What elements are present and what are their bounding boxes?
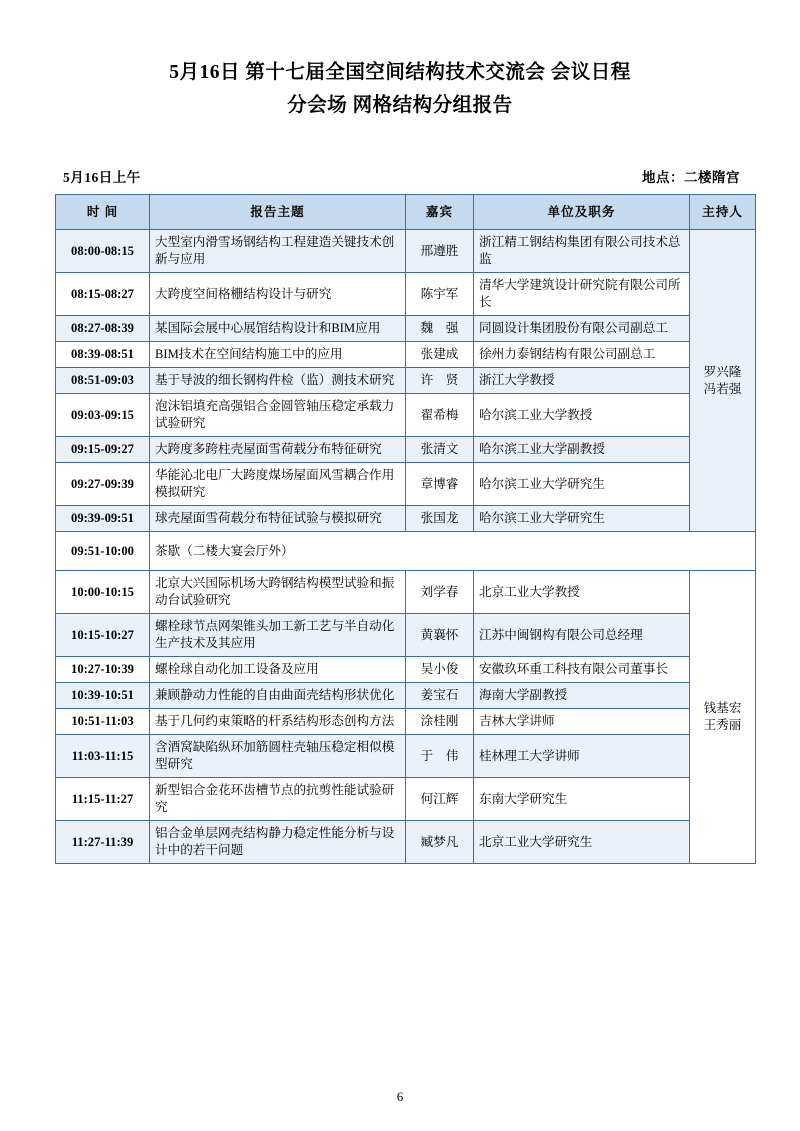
cell-time: 08:00-08:15 bbox=[56, 230, 150, 273]
cell-topic: 兼顾静动力性能的自由曲面壳结构形状优化 bbox=[150, 683, 406, 709]
cell-time: 09:15-09:27 bbox=[56, 437, 150, 463]
cell-guest: 许 贤 bbox=[406, 368, 474, 394]
cell-host-group-2 bbox=[690, 571, 756, 864]
cell-time: 10:51-11:03 bbox=[56, 709, 150, 735]
cell-topic: 某国际会展中心展馆结构设计和BIM应用 bbox=[150, 316, 406, 342]
cell-org: 安徽玖环重工科技有限公司董事长 bbox=[474, 657, 690, 683]
cell-org: 海南大学副教授 bbox=[474, 683, 690, 709]
cell-topic: 球壳屋面雪荷载分布特征试验与模拟研究 bbox=[150, 506, 406, 532]
cell-topic: 新型铝合金花环齿槽节点的抗剪性能试验研究 bbox=[150, 778, 406, 821]
cell-org: 同圆设计集团股份有限公司副总工 bbox=[474, 316, 690, 342]
cell-org: 哈尔滨工业大学教授 bbox=[474, 394, 690, 437]
cell-guest: 姜宝石 bbox=[406, 683, 474, 709]
cell-org: 吉林大学讲师 bbox=[474, 709, 690, 735]
page-number: 6 bbox=[396, 1089, 404, 1104]
cell-topic: 大跨度多跨柱壳屋面雪荷载分布特征研究 bbox=[150, 437, 406, 463]
table-row bbox=[56, 709, 756, 735]
header-time: 时 间 bbox=[56, 195, 150, 230]
title-line-1: 5月16日 第十七届全国空间结构技术交流会 会议日程 bbox=[169, 62, 631, 83]
table-row bbox=[56, 230, 756, 273]
cell-topic: 铝合金单层网壳结构静力稳定性能分析与设计中的若干问题 bbox=[150, 821, 406, 864]
table-row bbox=[56, 437, 756, 463]
cell-time: 09:39-09:51 bbox=[56, 506, 150, 532]
cell-time: 10:00-10:15 bbox=[56, 571, 150, 614]
table-row bbox=[56, 463, 756, 506]
table-row bbox=[56, 571, 756, 614]
table-row bbox=[56, 735, 756, 778]
cell-time: 08:15-08:27 bbox=[56, 273, 150, 316]
cell-break-label: 茶歇（二楼大宴会厅外） bbox=[150, 532, 756, 571]
cell-time: 10:27-10:39 bbox=[56, 657, 150, 683]
cell-guest: 张建成 bbox=[406, 342, 474, 368]
cell-topic: 含酒窝缺陷纵环加筋圆柱壳轴压稳定相似模型研究 bbox=[150, 735, 406, 778]
cell-topic: 北京大兴国际机场大跨钢结构模型试验和振动台试验研究 bbox=[150, 571, 406, 614]
cell-guest: 张国龙 bbox=[406, 506, 474, 532]
cell-org: 浙江大学教授 bbox=[474, 368, 690, 394]
table-header-row bbox=[56, 195, 756, 230]
cell-time: 08:27-08:39 bbox=[56, 316, 150, 342]
cell-org: 浙江精工钢结构集团有限公司技术总监 bbox=[474, 230, 690, 273]
title-line-2: 分会场 网格结构分组报告 bbox=[287, 95, 513, 117]
cell-guest: 章博睿 bbox=[406, 463, 474, 506]
cell-topic: 大跨度空间格栅结构设计与研究 bbox=[150, 273, 406, 316]
session-location-label: 地点：二楼隋宫 bbox=[642, 170, 740, 186]
table-row-break bbox=[56, 532, 756, 571]
host-name: 王秀丽 bbox=[703, 718, 742, 733]
cell-org: 桂林理工大学讲师 bbox=[474, 735, 690, 778]
cell-guest: 翟希梅 bbox=[406, 394, 474, 437]
cell-topic: 华能沁北电厂大跨度煤场屋面风雪耦合作用模拟研究 bbox=[150, 463, 406, 506]
cell-time: 11:03-11:15 bbox=[56, 735, 150, 778]
cell-org: 江苏中闽钢构有限公司总经理 bbox=[474, 614, 690, 657]
table-row bbox=[56, 342, 756, 368]
cell-org: 清华大学建筑设计研究院有限公司所长 bbox=[474, 273, 690, 316]
header-host: 主持人 bbox=[690, 195, 756, 230]
cell-guest: 吴小俊 bbox=[406, 657, 474, 683]
cell-guest: 邢遵胜 bbox=[406, 230, 474, 273]
cell-guest: 于 伟 bbox=[406, 735, 474, 778]
session-date-label: 5月16日上午 bbox=[63, 170, 141, 186]
cell-org: 哈尔滨工业大学副教授 bbox=[474, 437, 690, 463]
table-row bbox=[56, 273, 756, 316]
host-name: 罗兴隆 bbox=[703, 364, 742, 379]
schedule-table bbox=[55, 194, 756, 864]
cell-break-time: 09:51-10:00 bbox=[56, 532, 150, 571]
host-name: 冯若强 bbox=[703, 381, 742, 396]
cell-time: 08:51-09:03 bbox=[56, 368, 150, 394]
cell-topic: 螺栓球自动化加工设备及应用 bbox=[150, 657, 406, 683]
header-guest: 嘉宾 bbox=[406, 195, 474, 230]
cell-time: 11:27-11:39 bbox=[56, 821, 150, 864]
cell-org: 哈尔滨工业大学研究生 bbox=[474, 506, 690, 532]
cell-topic: 基于导波的细长钢构件检（监）测技术研究 bbox=[150, 368, 406, 394]
cell-time: 09:03-09:15 bbox=[56, 394, 150, 437]
page-title bbox=[55, 56, 745, 122]
session-meta bbox=[55, 166, 745, 186]
cell-time: 10:15-10:27 bbox=[56, 614, 150, 657]
cell-guest: 张清文 bbox=[406, 437, 474, 463]
table-row bbox=[56, 683, 756, 709]
cell-guest: 魏 强 bbox=[406, 316, 474, 342]
cell-topic: 螺栓球节点网架锥头加工新工艺与半自动化生产技术及其应用 bbox=[150, 614, 406, 657]
cell-org: 北京工业大学教授 bbox=[474, 571, 690, 614]
cell-org: 哈尔滨工业大学研究生 bbox=[474, 463, 690, 506]
cell-topic: BIM技术在空间结构施工中的应用 bbox=[150, 342, 406, 368]
cell-time: 09:27-09:39 bbox=[56, 463, 150, 506]
cell-org: 北京工业大学研究生 bbox=[474, 821, 690, 864]
cell-time: 10:39-10:51 bbox=[56, 683, 150, 709]
cell-org: 东南大学研究生 bbox=[474, 778, 690, 821]
cell-guest: 何江辉 bbox=[406, 778, 474, 821]
cell-guest: 刘学春 bbox=[406, 571, 474, 614]
table-row bbox=[56, 614, 756, 657]
cell-org: 徐州力泰钢结构有限公司副总工 bbox=[474, 342, 690, 368]
header-org: 单位及职务 bbox=[474, 195, 690, 230]
cell-topic: 泡沫铝填充高强铝合金圆管轴压稳定承载力试验研究 bbox=[150, 394, 406, 437]
cell-host-group-1 bbox=[690, 230, 756, 532]
cell-topic: 大型室内滑雪场钢结构工程建造关键技术创新与应用 bbox=[150, 230, 406, 273]
cell-time: 11:15-11:27 bbox=[56, 778, 150, 821]
cell-guest: 陈宇军 bbox=[406, 273, 474, 316]
cell-guest: 臧梦凡 bbox=[406, 821, 474, 864]
cell-topic: 基于几何约束策略的杆系结构形态创构方法 bbox=[150, 709, 406, 735]
table-row bbox=[56, 657, 756, 683]
table-row bbox=[56, 506, 756, 532]
table-row bbox=[56, 316, 756, 342]
host-name: 钱基宏 bbox=[703, 701, 742, 716]
table-row bbox=[56, 778, 756, 821]
cell-time: 08:39-08:51 bbox=[56, 342, 150, 368]
table-row bbox=[56, 821, 756, 864]
table-row bbox=[56, 394, 756, 437]
table-row bbox=[56, 368, 756, 394]
cell-guest: 黄襄怀 bbox=[406, 614, 474, 657]
header-topic: 报告主题 bbox=[150, 195, 406, 230]
cell-guest: 涂桂刚 bbox=[406, 709, 474, 735]
